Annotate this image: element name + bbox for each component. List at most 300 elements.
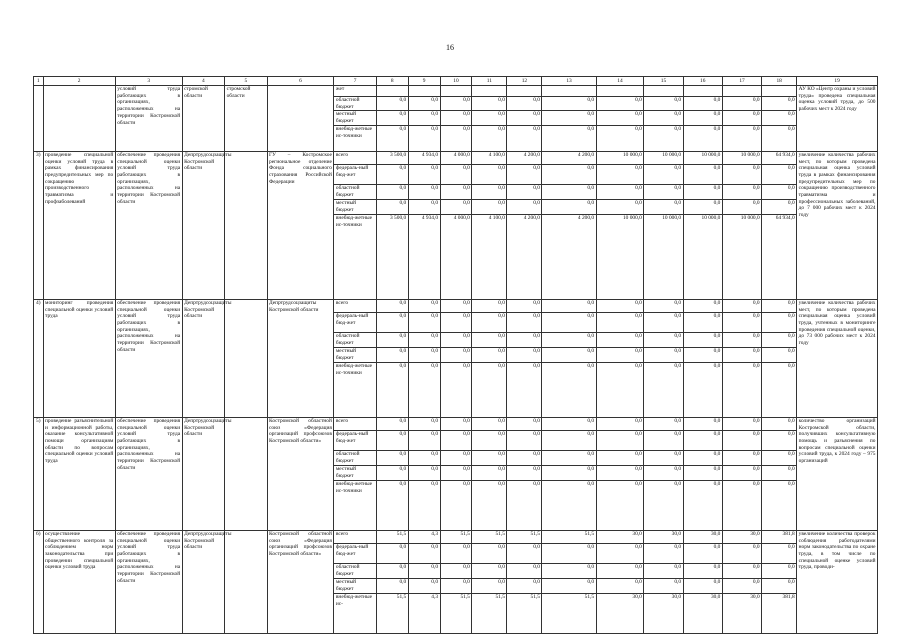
funding-value: 0,0	[722, 164, 761, 184]
funding-value: 0,0	[472, 184, 507, 199]
funding-value: 10 000,0	[722, 151, 761, 164]
participant: ГУ – Костромское региональное отделение Фонда социального страхования Российской Федерации	[267, 151, 334, 299]
funding-value: 0,0	[542, 465, 596, 480]
measure-goal: обеспечение проведения специальной оценки условий труда работающих в организациях, расположенных на территории Костромской области	[115, 417, 182, 530]
funding-value: 0,0	[596, 578, 644, 593]
funding-value: 0,0	[644, 480, 683, 530]
column-header-10: 10	[440, 77, 472, 86]
funding-value: 0,0	[507, 362, 542, 417]
funding-value	[472, 86, 507, 97]
funding-value: 30,0	[722, 530, 761, 543]
participant: Костромской областной союз «Федерация организаций профсоюзов Костромской области»	[267, 530, 334, 633]
funding-value: 0,0	[722, 184, 761, 199]
funding-value: 51,5	[507, 593, 542, 633]
funding-value: 0,0	[683, 563, 722, 578]
funding-value: 0,0	[542, 111, 596, 125]
funding-value: 0,0	[472, 430, 507, 450]
funding-value: 0,0	[683, 430, 722, 450]
funding-value: 0,0	[542, 563, 596, 578]
funding-value: 0,0	[683, 199, 722, 214]
funding-value: 0,0	[440, 563, 472, 578]
funding-value: 0,0	[722, 480, 761, 530]
funding-value: 0,0	[408, 450, 440, 465]
funding-value: 0,0	[472, 111, 507, 125]
funding-value	[542, 86, 596, 97]
funding-source: федераль-ный бюд-жет	[334, 543, 376, 563]
funding-value: 0,0	[440, 543, 472, 563]
funding-source: всего	[334, 530, 376, 543]
funding-value: 51,5	[376, 530, 408, 543]
column-header-4: 4	[182, 77, 224, 86]
measure-goal: обеспечение проведения специальной оценки условий труда работающих в организациях, расположенных на территории Костромской области	[115, 299, 182, 417]
measure-name: проведение разъяснительной и информационной работы, оказание консультативной помощи организациям области по вопросам специальной оценки условий труда	[43, 417, 115, 530]
funding-value: 0,0	[722, 450, 761, 465]
funding-source: областной бюджет	[334, 97, 376, 111]
expected-result: АУ КО «Центр охраны и условий труда» проведена специальная оценка условий труда, до 500 рабочих мест к 2024 году	[797, 86, 878, 152]
table-row	[34, 299, 878, 312]
funding-value: 0,0	[507, 578, 542, 593]
funding-value: 0,0	[440, 578, 472, 593]
funding-value: 0,0	[644, 417, 683, 430]
funding-value: 0,0	[507, 164, 542, 184]
funding-value: 3 500,0	[376, 214, 408, 299]
funding-value: 0,0	[762, 97, 797, 111]
funding-value: 0,0	[762, 417, 797, 430]
funding-value: 0,0	[472, 480, 507, 530]
funding-value: 0,0	[376, 430, 408, 450]
funding-value: 0,0	[472, 543, 507, 563]
funding-value: 0,0	[542, 312, 596, 332]
item-number: 3)	[34, 151, 44, 299]
column-header-15: 15	[644, 77, 683, 86]
measure-name: проведение специальной оценки условий труда в рамках финансирования предупредительных мер по сокращению производственного травматизма и профзаболеваний	[43, 151, 115, 299]
funding-value: 0,0	[507, 111, 542, 125]
table-row	[34, 86, 878, 97]
funding-value: 0,0	[507, 450, 542, 465]
funding-source: областной бюджет	[334, 563, 376, 578]
funding-value: 0,0	[376, 97, 408, 111]
funding-value: 0,0	[376, 543, 408, 563]
funding-value: 0,0	[762, 125, 797, 151]
funding-value: 0,0	[644, 543, 683, 563]
funding-value: 0,0	[507, 347, 542, 362]
funding-value: 30,0	[596, 593, 644, 633]
funding-value: 0,0	[596, 312, 644, 332]
funding-source: местный бюджет	[334, 347, 376, 362]
funding-value: 0,0	[408, 299, 440, 312]
funding-value: 0,0	[542, 430, 596, 450]
column-number-header-row	[34, 77, 878, 86]
funding-value: 0,0	[683, 480, 722, 530]
funding-source: внебюд-жетные ис-точники	[334, 362, 376, 417]
table-row	[34, 417, 878, 430]
funding-value: 0,0	[683, 362, 722, 417]
funding-value: 4 200,0	[542, 214, 596, 299]
funding-value: 0,0	[762, 347, 797, 362]
funding-value: 0,0	[472, 578, 507, 593]
funding-value: 4 934,0	[408, 214, 440, 299]
funding-value: 0,0	[440, 125, 472, 151]
funding-value: 51,5	[472, 530, 507, 543]
funding-value: 0,0	[408, 164, 440, 184]
funding-value: 0,0	[644, 312, 683, 332]
participant	[267, 86, 334, 152]
funding-value: 0,0	[376, 417, 408, 430]
funding-source: областной бюджет	[334, 450, 376, 465]
funding-value: 0,0	[507, 97, 542, 111]
funding-value: 0,0	[507, 480, 542, 530]
measure-goal: условий труда работающих в организациях, расположенных на территории Костромской области	[115, 86, 182, 152]
funding-value	[507, 86, 542, 97]
funding-source: местный бюджет	[334, 199, 376, 214]
funding-value: 4 100,0	[472, 151, 507, 164]
column-header-16: 16	[683, 77, 722, 86]
funding-value: 0,0	[644, 125, 683, 151]
funding-value: 0,0	[762, 332, 797, 347]
funding-value: 0,0	[376, 347, 408, 362]
funding-value: 0,0	[542, 362, 596, 417]
funding-source: всего	[334, 299, 376, 312]
funding-value: 0,0	[507, 332, 542, 347]
funding-value: 0,0	[683, 543, 722, 563]
co-executor	[225, 299, 267, 417]
funding-value: 0,0	[762, 164, 797, 184]
funding-value: 0,0	[683, 332, 722, 347]
funding-value: 0,0	[762, 480, 797, 530]
funding-value: 0,0	[644, 164, 683, 184]
funding-value: 0,0	[472, 97, 507, 111]
funding-value: 51,5	[507, 530, 542, 543]
funding-value: 0,0	[762, 465, 797, 480]
funding-value: 51,5	[440, 593, 472, 633]
funding-value: 0,0	[440, 184, 472, 199]
funding-value: 0,0	[440, 312, 472, 332]
funding-value: 0,0	[722, 362, 761, 417]
funding-value: 4,3	[408, 593, 440, 633]
funding-value: 381,8	[762, 530, 797, 543]
funding-value: 0,0	[542, 347, 596, 362]
funding-value: 0,0	[440, 480, 472, 530]
funding-value: 10 000,0	[596, 151, 644, 164]
funding-value: 64 934,0	[762, 214, 797, 299]
funding-value: 0,0	[644, 450, 683, 465]
funding-value: 0,0	[507, 543, 542, 563]
measure-name: осуществление общественного контроля за соблюдением норм законодательства при проведении специальной оценки условий труда	[43, 530, 115, 633]
funding-value: 0,0	[596, 97, 644, 111]
funding-value: 0,0	[440, 299, 472, 312]
funding-value: 0,0	[644, 563, 683, 578]
funding-source: жет	[334, 86, 376, 97]
funding-value: 0,0	[542, 184, 596, 199]
funding-value: 0,0	[596, 347, 644, 362]
funding-value	[762, 86, 797, 97]
column-header-3: 3	[115, 77, 182, 86]
funding-value: 0,0	[596, 125, 644, 151]
funding-value: 0,0	[542, 578, 596, 593]
column-header-11: 11	[472, 77, 507, 86]
funding-value: 0,0	[722, 465, 761, 480]
funding-value: 0,0	[762, 362, 797, 417]
funding-value	[376, 86, 408, 97]
funding-value: 0,0	[376, 480, 408, 530]
funding-value: 51,5	[542, 593, 596, 633]
funding-value: 0,0	[507, 563, 542, 578]
funding-value: 0,0	[440, 362, 472, 417]
funding-value: 0,0	[542, 299, 596, 312]
funding-value	[683, 86, 722, 97]
funding-value: 0,0	[376, 184, 408, 199]
funding-value: 0,0	[472, 312, 507, 332]
funding-value	[440, 86, 472, 97]
responsible-executor: Депртрудсоцзащиты Костромской области	[182, 417, 224, 530]
funding-source: областной бюджет	[334, 184, 376, 199]
funding-value: 0,0	[440, 430, 472, 450]
funding-value: 0,0	[507, 125, 542, 151]
funding-value	[596, 86, 644, 97]
funding-value: 0,0	[440, 199, 472, 214]
funding-value: 0,0	[683, 125, 722, 151]
expected-result: увеличение количества проверок соблюдения работодателями норм законодательства по охране труда, в том числе по специальной оценке условий труда, проводи-	[797, 530, 878, 633]
funding-value: 10 000,0	[644, 151, 683, 164]
funding-source: областной бюджет	[334, 332, 376, 347]
funding-value: 0,0	[376, 578, 408, 593]
funding-value: 0,0	[376, 332, 408, 347]
funding-value: 0,0	[596, 430, 644, 450]
funding-value: 0,0	[440, 164, 472, 184]
table-row	[34, 530, 878, 543]
funding-value: 4 934,0	[408, 151, 440, 164]
funding-value: 0,0	[683, 97, 722, 111]
funding-value: 0,0	[644, 299, 683, 312]
funding-value: 0,0	[762, 199, 797, 214]
funding-value: 0,0	[440, 332, 472, 347]
funding-source: всего	[334, 151, 376, 164]
funding-value: 4,3	[408, 530, 440, 543]
funding-value: 0,0	[596, 465, 644, 480]
program-measures-table	[33, 76, 878, 634]
funding-value: 0,0	[376, 111, 408, 125]
item-number	[34, 86, 44, 152]
funding-value: 0,0	[644, 184, 683, 199]
funding-value: 0,0	[683, 184, 722, 199]
measure-goal: обеспечение проведения специальной оценки условий труда работающих в организациях, расположенных на территории Костромской области	[115, 151, 182, 299]
participant: Костромской областной союз «Федерация организаций профсоюзов Костромской области»	[267, 417, 334, 530]
funding-value: 0,0	[644, 199, 683, 214]
funding-value	[722, 86, 761, 97]
item-number: 6)	[34, 530, 44, 633]
funding-value: 0,0	[683, 299, 722, 312]
funding-value: 0,0	[440, 465, 472, 480]
funding-value: 0,0	[762, 312, 797, 332]
funding-value: 4 200,0	[507, 214, 542, 299]
funding-value: 0,0	[644, 111, 683, 125]
responsible-executor: Депртрудсоцзащиты Костромской области	[182, 299, 224, 417]
funding-value: 0,0	[596, 563, 644, 578]
funding-value: 0,0	[596, 450, 644, 465]
funding-value: 0,0	[596, 543, 644, 563]
funding-value: 0,0	[722, 312, 761, 332]
co-executor	[225, 530, 267, 633]
funding-value: 0,0	[542, 450, 596, 465]
funding-source: местный бюджет	[334, 578, 376, 593]
funding-value: 0,0	[596, 332, 644, 347]
funding-value: 0,0	[376, 299, 408, 312]
funding-value: 0,0	[408, 199, 440, 214]
responsible-executor: Депртрудсоцзащиты Костромской области	[182, 530, 224, 633]
column-header-19: 19	[797, 77, 878, 86]
column-header-1: 1	[34, 77, 44, 86]
funding-source: местный бюджет	[334, 111, 376, 125]
funding-value: 0,0	[507, 430, 542, 450]
funding-value: 3 500,0	[376, 151, 408, 164]
funding-value: 0,0	[683, 312, 722, 332]
responsible-executor: стромской области	[182, 86, 224, 152]
funding-value: 0,0	[408, 332, 440, 347]
funding-value: 0,0	[376, 563, 408, 578]
funding-value: 0,0	[408, 347, 440, 362]
column-header-18: 18	[762, 77, 797, 86]
funding-value: 0,0	[596, 362, 644, 417]
co-executor: стромской области	[225, 86, 267, 152]
item-number: 5)	[34, 417, 44, 530]
funding-value: 0,0	[596, 417, 644, 430]
funding-value: 0,0	[472, 125, 507, 151]
expected-result: количество организаций Костромской области, получивших консультативную помощь и разъяснения по вопросам специальной оценки условий труда, к 2024 году – 975 организаций	[797, 417, 878, 530]
funding-value: 0,0	[683, 465, 722, 480]
funding-value: 0,0	[722, 563, 761, 578]
expected-result: увеличение количества рабочих мест, по которым проведена специальная оценка условий труда, учтенных в мониторинге проведения специальной оценки, до 73 000 рабочих мест к 2024 году	[797, 299, 878, 417]
funding-value: 0,0	[644, 332, 683, 347]
funding-source: внебюд-жетные ис-точники	[334, 214, 376, 299]
funding-value: 0,0	[683, 164, 722, 184]
funding-value: 0,0	[472, 332, 507, 347]
funding-value: 30,0	[722, 593, 761, 633]
funding-value: 0,0	[644, 347, 683, 362]
funding-value: 0,0	[408, 184, 440, 199]
funding-value: 30,0	[644, 530, 683, 543]
funding-value: 0,0	[722, 199, 761, 214]
funding-value: 51,5	[440, 530, 472, 543]
column-header-13: 13	[542, 77, 596, 86]
funding-value: 0,0	[683, 111, 722, 125]
funding-value: 0,0	[542, 125, 596, 151]
funding-value: 10 000,0	[596, 214, 644, 299]
funding-value: 4 200,0	[507, 151, 542, 164]
funding-value: 0,0	[722, 299, 761, 312]
funding-value: 0,0	[408, 430, 440, 450]
funding-source: федераль-ный бюд-жет	[334, 164, 376, 184]
funding-value	[408, 86, 440, 97]
funding-value: 0,0	[644, 362, 683, 417]
funding-value: 0,0	[644, 430, 683, 450]
funding-value: 0,0	[762, 563, 797, 578]
funding-source: всего	[334, 417, 376, 430]
funding-value: 0,0	[408, 362, 440, 417]
funding-value: 0,0	[440, 111, 472, 125]
table-row	[34, 151, 878, 164]
funding-value: 0,0	[762, 430, 797, 450]
funding-value: 4 100,0	[472, 214, 507, 299]
funding-value: 0,0	[472, 347, 507, 362]
funding-value: 51,5	[376, 593, 408, 633]
funding-value: 0,0	[762, 184, 797, 199]
funding-value: 0,0	[408, 111, 440, 125]
funding-value: 0,0	[596, 184, 644, 199]
expected-result: увеличение количества рабочих мест, по которым проведена специальная оценка условий труда в рамках финансирования предупредительных мер по сокращению производственного травматизма и профессиональных заболеваний, до 7 000 рабочих мест к 2024 году	[797, 151, 878, 299]
funding-value: 0,0	[722, 543, 761, 563]
funding-value: 10 000,0	[722, 214, 761, 299]
funding-value: 0,0	[762, 578, 797, 593]
funding-value: 0,0	[408, 480, 440, 530]
funding-value: 0,0	[542, 480, 596, 530]
page-number: 16	[446, 43, 454, 52]
funding-value: 0,0	[683, 347, 722, 362]
column-header-8: 8	[376, 77, 408, 86]
funding-value: 4 200,0	[542, 151, 596, 164]
funding-value: 0,0	[472, 199, 507, 214]
funding-value: 0,0	[722, 347, 761, 362]
funding-value: 0,0	[507, 465, 542, 480]
funding-value: 0,0	[408, 312, 440, 332]
funding-value: 0,0	[408, 563, 440, 578]
funding-value: 0,0	[596, 164, 644, 184]
funding-value: 0,0	[376, 465, 408, 480]
co-executor	[225, 151, 267, 299]
funding-value: 0,0	[722, 97, 761, 111]
column-header-12: 12	[507, 77, 542, 86]
funding-source: местный бюджет	[334, 465, 376, 480]
funding-value: 0,0	[596, 111, 644, 125]
funding-value: 0,0	[440, 450, 472, 465]
measure-name	[43, 86, 115, 152]
funding-value: 0,0	[762, 450, 797, 465]
funding-value: 0,0	[376, 125, 408, 151]
measure-goal: обеспечение проведения специальной оценки условий труда работающих в организациях, расположенных на территории Костромской области	[115, 530, 182, 633]
funding-value: 0,0	[683, 450, 722, 465]
column-header-14: 14	[596, 77, 644, 86]
funding-value: 4 000,0	[440, 151, 472, 164]
column-header-5: 5	[225, 77, 267, 86]
funding-value: 30,0	[644, 593, 683, 633]
funding-value: 0,0	[542, 164, 596, 184]
co-executor	[225, 417, 267, 530]
funding-value: 0,0	[472, 450, 507, 465]
funding-value: 0,0	[542, 543, 596, 563]
column-header-17: 17	[722, 77, 761, 86]
column-header-2: 2	[43, 77, 115, 86]
funding-value: 0,0	[472, 164, 507, 184]
funding-value: 0,0	[440, 97, 472, 111]
funding-value: 10 000,0	[683, 151, 722, 164]
funding-value: 30,0	[683, 593, 722, 633]
funding-value: 0,0	[762, 299, 797, 312]
funding-value: 0,0	[722, 125, 761, 151]
funding-value: 0,0	[762, 111, 797, 125]
funding-value: 0,0	[507, 312, 542, 332]
funding-value: 0,0	[376, 312, 408, 332]
funding-value: 0,0	[507, 184, 542, 199]
funding-source: внебюд-жетные ис-точники	[334, 125, 376, 151]
funding-value: 0,0	[408, 543, 440, 563]
funding-value: 10 000,0	[683, 214, 722, 299]
funding-value: 0,0	[644, 465, 683, 480]
item-number: 4)	[34, 299, 44, 417]
funding-value: 0,0	[408, 97, 440, 111]
funding-value: 0,0	[472, 465, 507, 480]
funding-value: 0,0	[376, 362, 408, 417]
column-header-9: 9	[408, 77, 440, 86]
funding-value: 10 000,0	[644, 214, 683, 299]
